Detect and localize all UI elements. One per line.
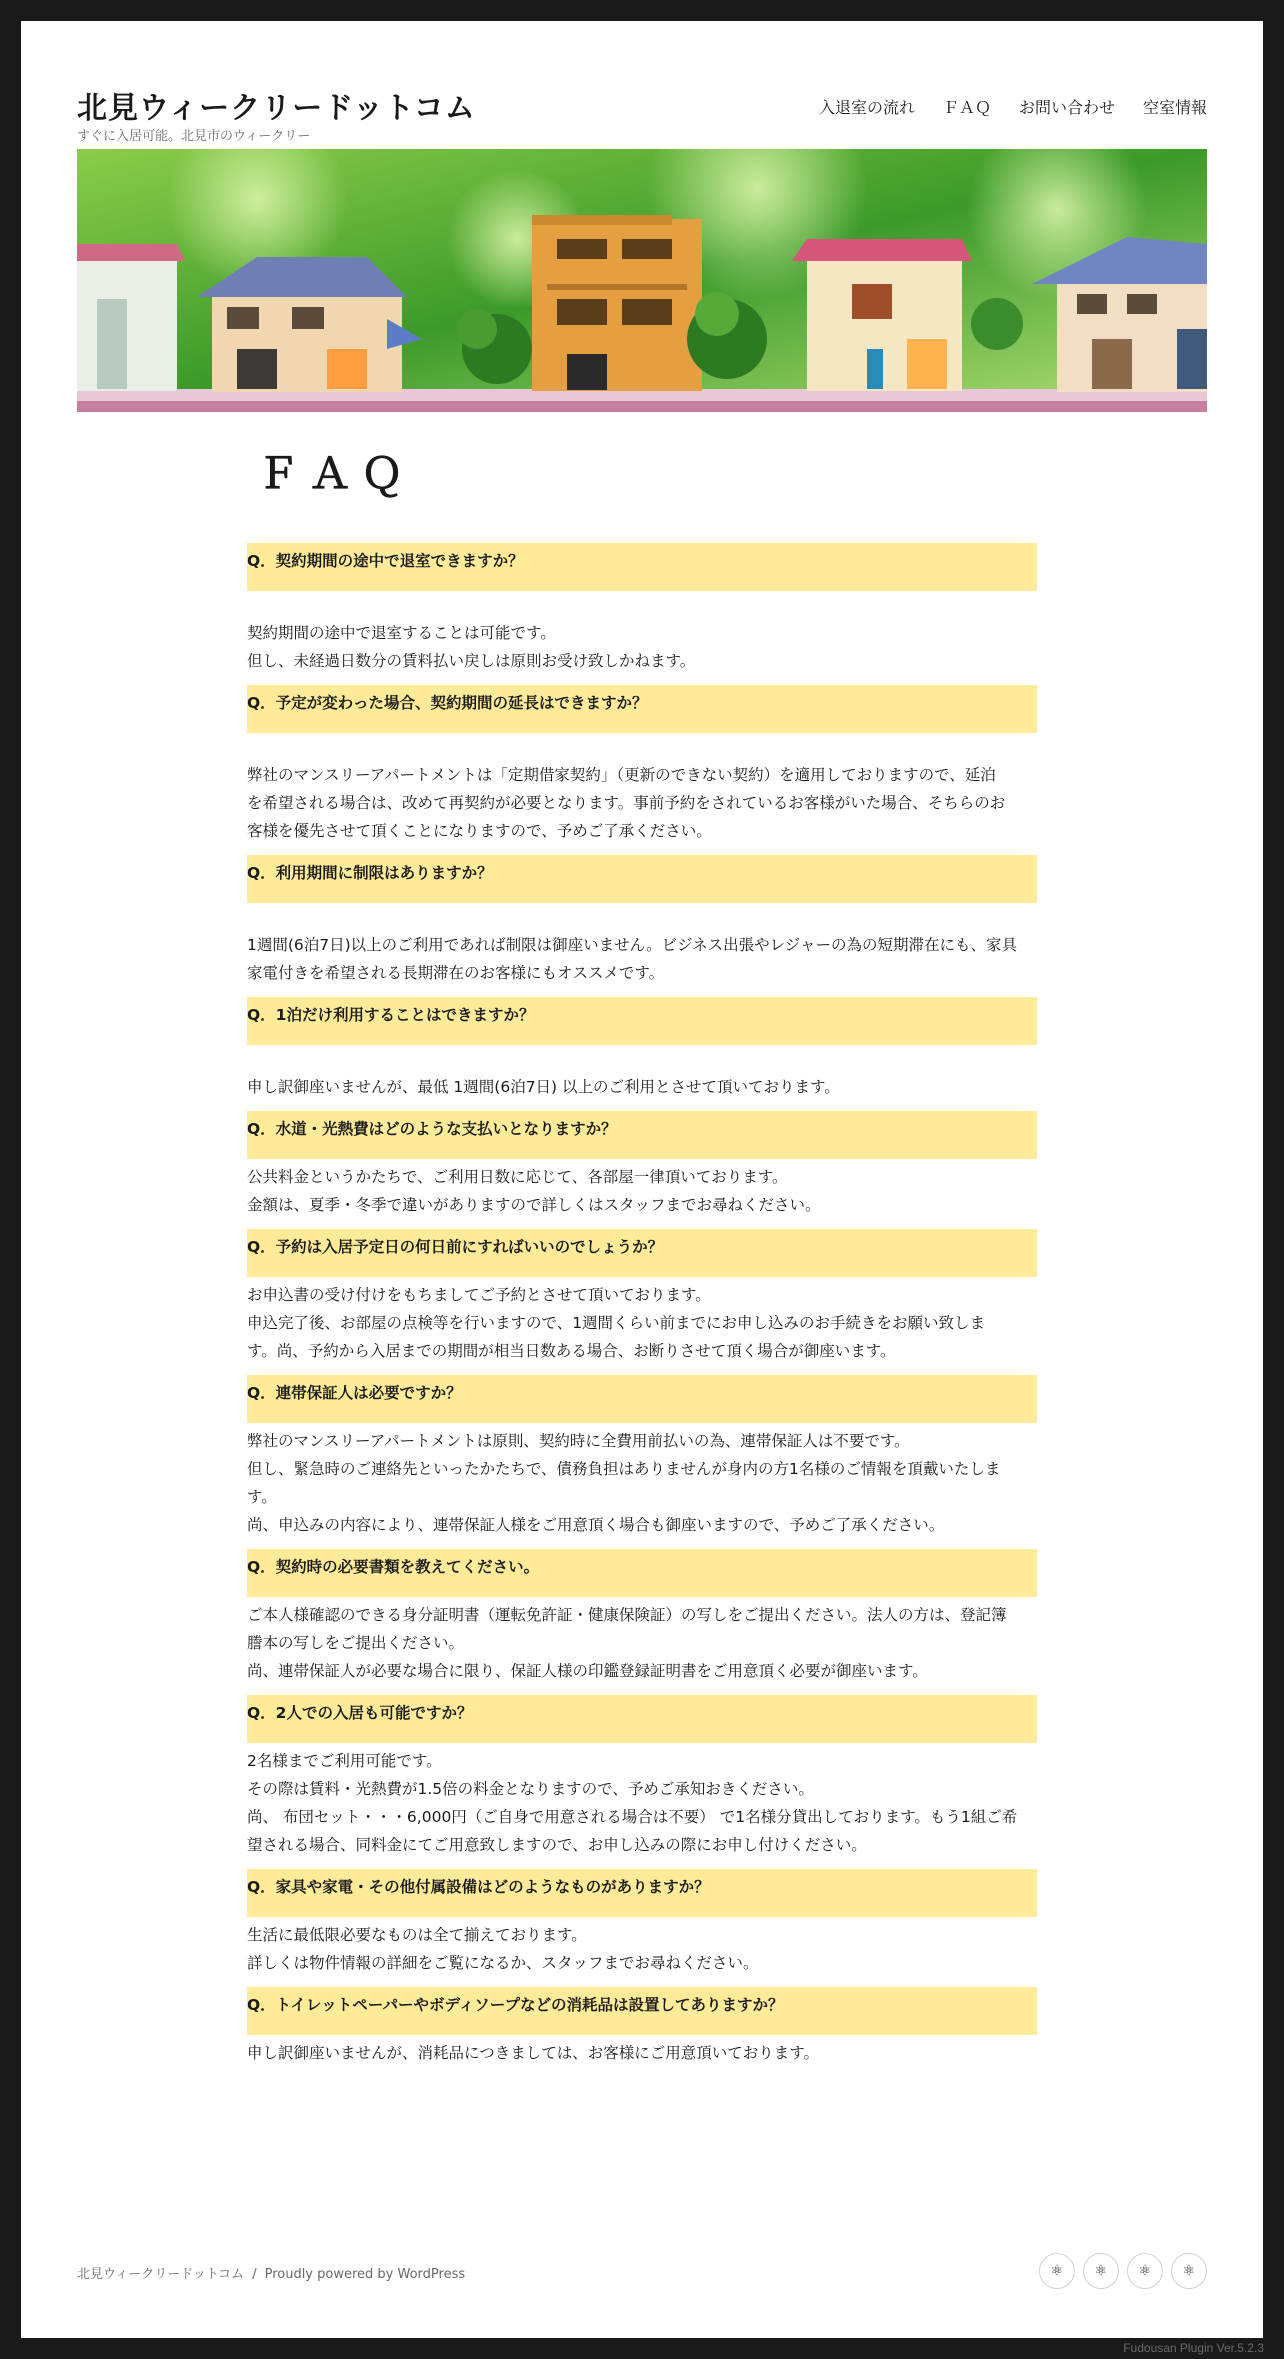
faq-answer-line: 2名様までご利用可能です。: [247, 1752, 442, 1770]
faq-answer-line: 申し訳御座いませんが、最低 1週間(6泊7日) 以上のご利用とさせて頂いております。: [247, 1078, 840, 1096]
wordpress-icon[interactable]: ⚛: [1171, 2253, 1207, 2289]
faq-question: Q．1泊だけ利用することはできますか？: [247, 997, 1037, 1045]
page-title: ＦＡＱ: [257, 449, 414, 498]
social-links: [1039, 2253, 1207, 2289]
houses-illustration: [77, 149, 1207, 412]
faq-answer-line: す。: [247, 1488, 277, 1506]
faq-answer-line: 但し、未経過日数分の賃料払い戻しは原則お受け致しかねます。: [247, 652, 696, 670]
faq-question: Q．2人での入居も可能ですか？: [247, 1695, 1037, 1743]
site-header: [77, 61, 1207, 161]
faq-question: Q．予約は入居予定日の何日前にすればいいのでしょうか？: [247, 1229, 1037, 1277]
faq-answer-line: 詳しくは物件情報の詳細をご覧になるか、スタッフまでお尋ねください。: [247, 1954, 759, 1972]
wordpress-icon[interactable]: ⚛: [1127, 2253, 1163, 2289]
site-title[interactable]: 北見ウィークリードットコム: [77, 91, 476, 126]
faq-answer-line: を希望される場合は、改めて再契約が必要となります。事前予約をされているお客様がいた場合、そちらのお: [247, 794, 1006, 812]
wordpress-icon[interactable]: ⚛: [1083, 2253, 1119, 2289]
faq-answer-line: 尚、申込みの内容により、連帯保証人様をご用意頂く場合も御座いますので、予めご了承ください。: [247, 1516, 945, 1534]
header-image: [77, 149, 1207, 412]
faq-answer-line: 申し訳御座いませんが、消耗品につきましては、お客様にご用意頂いております。: [247, 2044, 819, 2062]
faq-answer-line: ご本人様確認のできる身分証明書（運転免許証・健康保険証）の写しをご提出ください。法人の方は、登記簿: [247, 1606, 1007, 1624]
faq-question: Q．契約期間の途中で退室できますか？: [247, 543, 1037, 591]
footer-powered-link[interactable]: Proudly powered by WordPress: [264, 2267, 466, 2282]
faq-answer-line: 家電付きを希望される長期滞在のお客様にもオススメです。: [247, 964, 665, 982]
faq-answer-line: 謄本の写しをご提出ください。: [247, 1634, 465, 1652]
faq-answer-line: 但し、緊急時のご連絡先といったかたちで、債務負担はありませんが身内の方1名様のご情報を頂戴いたしま: [247, 1460, 1001, 1478]
faq-list: [247, 543, 1037, 2077]
nav-item-contact[interactable]: お問い合わせ: [1018, 98, 1115, 117]
faq-answer-line: その際は賃料・光熱費が1.5倍の料金となりますので、予めご承知おきください。: [247, 1780, 814, 1798]
nav-item-move-in-flow[interactable]: 入退室の流れ: [818, 98, 915, 117]
faq-answer-line: 契約期間の途中で退室することは可能です。: [247, 624, 556, 642]
footer-site-link[interactable]: 北見ウィークリードットコム: [77, 2267, 245, 2282]
faq-answer-line: す。尚、予約から入居までの期間が相当日数ある場合、お断りさせて頂く場合が御座います。: [247, 1342, 896, 1360]
nav-item-faq[interactable]: ＦＡＱ: [942, 98, 991, 117]
footer-separator: /: [252, 2267, 257, 2282]
faq-answer-line: 公共料金というかたちで、ご利用日数に応じて、各部屋一律頂いております。: [247, 1168, 788, 1186]
faq-answer-line: 弊社のマンスリーアパートメントは原則、契約時に全費用前払いの為、連帯保証人は不要です。: [247, 1432, 910, 1450]
faq-answer-line: 望される場合、同料金にてご用意致しますので、お申し込みの際にお申し付けください。: [247, 1836, 867, 1854]
faq-answer-line: 金額は、夏季・冬季で違いがありますので詳しくはスタッフまでお尋ねください。: [247, 1196, 821, 1214]
main-content: [247, 441, 1037, 2077]
page: [21, 21, 1263, 2338]
site-footer: [77, 2253, 1207, 2293]
main-nav: [819, 95, 1207, 118]
faq-answer-line: 尚、 布団セット・・・6,000円（ご自身で用意される場合は不要） で1名様分貸出しております。もう1組ご希: [247, 1808, 1018, 1826]
site-description: すぐに入居可能。北見市のウィークリー: [77, 129, 311, 144]
faq-answer-line: 生活に最低限必要なものは全て揃えております。: [247, 1926, 587, 1944]
faq-question: Q．トイレットペーパーやボディソープなどの消耗品は設置してありますか？: [247, 1987, 1037, 2035]
wordpress-icon[interactable]: ⚛: [1039, 2253, 1075, 2289]
faq-question: Q．連帯保証人は必要ですか？: [247, 1375, 1037, 1423]
faq-question: Q．水道・光熱費はどのような支払いとなりますか？: [247, 1111, 1037, 1159]
faq-answer-line: 弊社のマンスリーアパートメントは「定期借家契約」（更新のできない契約）を適用しておりますので、延泊: [247, 766, 996, 784]
faq-answer-line: お申込書の受け付けをもちましてご予約とさせて頂いております。: [247, 1286, 711, 1304]
faq-question: Q．予定が変わった場合、契約期間の延長はできますか？: [247, 685, 1037, 733]
faq-question: Q．家具や家電・その他付属設備はどのようなものがありますか？: [247, 1869, 1037, 1917]
plugin-version: Fudousan Plugin Ver.5.2.3: [1123, 2341, 1264, 2355]
faq-answer-line: 尚、連帯保証人が必要な場合に限り、保証人様の印鑑登録証明書をご用意頂く必要が御座います。: [247, 1662, 928, 1680]
faq-answer-line: 客様を優先させて頂くことになりますので、予めご了承ください。: [247, 822, 712, 840]
faq-answer-line: 申込完了後、お部屋の点検等を行いますので、1週間くらい前までにお申し込みのお手続きをお願い致しま: [247, 1314, 986, 1332]
nav-item-vacancies[interactable]: 空室情報: [1142, 98, 1207, 117]
faq-question: Q．契約時の必要書類を教えてください。: [247, 1549, 1037, 1597]
faq-question: Q．利用期間に制限はありますか？: [247, 855, 1037, 903]
footer-info: [77, 2263, 465, 2282]
faq-answer-line: 1週間(6泊7日)以上のご利用であれば制限は御座いません。ビジネス出張やレジャーの為の短期滞在にも、家具: [247, 936, 1017, 954]
